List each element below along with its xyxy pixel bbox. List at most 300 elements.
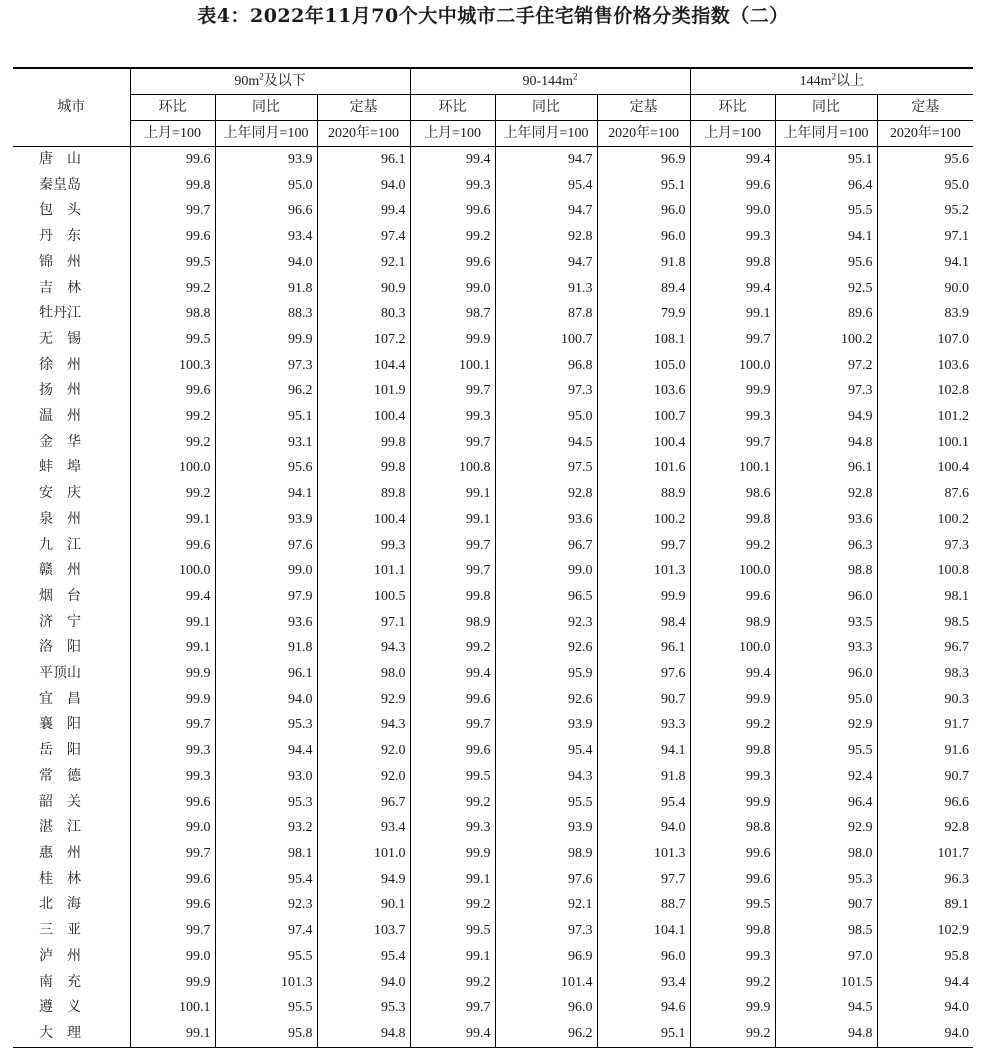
index-value: 94.1: [597, 738, 690, 764]
index-value: 94.8: [775, 430, 877, 456]
index-value: 92.8: [877, 815, 973, 841]
table-row: [13, 173, 973, 199]
index-value: 107.2: [317, 327, 410, 353]
city-name: 泸 州: [13, 944, 130, 970]
table-row: [13, 327, 973, 353]
index-value: 95.5: [215, 995, 317, 1021]
table-row: [13, 815, 973, 841]
index-value: 100.4: [317, 404, 410, 430]
index-value: 97.4: [317, 224, 410, 250]
index-value: 98.0: [317, 661, 410, 687]
index-value: 101.5: [775, 970, 877, 996]
index-value: 91.6: [877, 738, 973, 764]
group-header-large: $144m^2$以上: [690, 68, 973, 95]
index-value: 92.1: [317, 250, 410, 276]
index-value: 94.0: [317, 173, 410, 199]
index-value: 103.6: [877, 353, 973, 379]
index-value: 99.1: [410, 481, 495, 507]
index-value: 99.3: [130, 738, 215, 764]
table-row: [13, 558, 973, 584]
index-value: 99.6: [690, 584, 775, 610]
index-value: 99.2: [690, 1021, 775, 1047]
index-value: 101.0: [317, 841, 410, 867]
index-value: 95.1: [597, 173, 690, 199]
index-value: 94.0: [877, 995, 973, 1021]
index-value: 99.6: [130, 147, 215, 173]
index-value: 98.5: [775, 918, 877, 944]
index-value: 98.0: [775, 841, 877, 867]
table-row: [13, 430, 973, 456]
index-value: 99.1: [410, 507, 495, 533]
index-value: 99.3: [410, 173, 495, 199]
city-name: 扬 州: [13, 378, 130, 404]
index-value: 99.7: [130, 841, 215, 867]
index-value: 99.8: [130, 173, 215, 199]
index-value: 99.7: [130, 712, 215, 738]
index-value: 96.0: [597, 224, 690, 250]
index-value: 99.6: [410, 687, 495, 713]
index-value: 95.6: [877, 147, 973, 173]
index-value: 94.0: [215, 250, 317, 276]
index-value: 94.3: [495, 764, 597, 790]
index-value: 98.1: [215, 841, 317, 867]
table-row: [13, 481, 973, 507]
index-value: 99.7: [410, 558, 495, 584]
index-value: 95.4: [597, 790, 690, 816]
index-value: 87.6: [877, 481, 973, 507]
index-value: 80.3: [317, 301, 410, 327]
index-value: 94.8: [775, 1021, 877, 1047]
index-value: 99.9: [410, 841, 495, 867]
index-value: 95.4: [317, 944, 410, 970]
table-row: [13, 250, 973, 276]
index-value: 93.9: [495, 815, 597, 841]
index-value: 100.0: [690, 558, 775, 584]
index-value: 96.2: [495, 1021, 597, 1047]
index-value: 95.6: [775, 250, 877, 276]
index-value: 93.3: [597, 712, 690, 738]
table-row: [13, 353, 973, 379]
index-value: 96.2: [215, 378, 317, 404]
group-header-medium: $90-144m^2$: [410, 68, 690, 95]
index-value: 99.8: [317, 430, 410, 456]
table-row: [13, 841, 973, 867]
index-value: 99.8: [410, 584, 495, 610]
index-value: 96.7: [317, 790, 410, 816]
index-value: 93.5: [775, 610, 877, 636]
index-value: 92.8: [495, 224, 597, 250]
index-value: 91.8: [215, 635, 317, 661]
index-value: 98.9: [495, 841, 597, 867]
index-value: 99.0: [130, 944, 215, 970]
index-value: 99.2: [410, 790, 495, 816]
index-value: 95.8: [877, 944, 973, 970]
table-row: [13, 867, 973, 893]
index-value: 99.2: [410, 892, 495, 918]
index-value: 99.0: [215, 558, 317, 584]
city-name: 包 头: [13, 198, 130, 224]
base-label: 2020年=100: [877, 121, 973, 147]
index-value: 98.3: [877, 661, 973, 687]
index-value: 96.3: [775, 533, 877, 559]
subheader-fixed: 定基: [317, 95, 410, 121]
city-name: 北 海: [13, 892, 130, 918]
index-value: 99.9: [690, 378, 775, 404]
index-value: 97.6: [495, 867, 597, 893]
index-value: 88.9: [597, 481, 690, 507]
city-column-header: 城市: [13, 68, 130, 147]
table-row: [13, 455, 973, 481]
index-value: 97.4: [215, 918, 317, 944]
index-value: 95.3: [317, 995, 410, 1021]
table-row: [13, 1021, 973, 1047]
index-value: 100.1: [410, 353, 495, 379]
index-value: 99.9: [690, 790, 775, 816]
index-value: 99.6: [690, 841, 775, 867]
index-value: 90.7: [597, 687, 690, 713]
subheader-mom: 环比: [410, 95, 495, 121]
index-value: 107.0: [877, 327, 973, 353]
index-value: 90.7: [775, 892, 877, 918]
index-value: 95.6: [215, 455, 317, 481]
city-name: 秦皇岛: [13, 173, 130, 199]
index-value: 83.9: [877, 301, 973, 327]
index-value: 99.7: [410, 430, 495, 456]
index-value: 96.7: [495, 533, 597, 559]
index-value: 104.1: [597, 918, 690, 944]
index-value: 90.1: [317, 892, 410, 918]
index-value: 99.0: [495, 558, 597, 584]
index-value: 98.9: [690, 610, 775, 636]
index-value: 99.9: [130, 661, 215, 687]
index-value: 98.8: [775, 558, 877, 584]
index-value: 94.0: [215, 687, 317, 713]
base-label: 上月=100: [130, 121, 215, 147]
city-name: 常 德: [13, 764, 130, 790]
index-value: 99.5: [410, 918, 495, 944]
index-value: 99.3: [410, 815, 495, 841]
index-value: 90.0: [877, 276, 973, 302]
city-name: 宜 昌: [13, 687, 130, 713]
index-value: 92.5: [775, 276, 877, 302]
index-value: 93.2: [215, 815, 317, 841]
index-value: 101.9: [317, 378, 410, 404]
index-value: 105.0: [597, 353, 690, 379]
index-value: 99.6: [410, 738, 495, 764]
index-value: 99.8: [690, 507, 775, 533]
index-value: 87.8: [495, 301, 597, 327]
index-value: 94.5: [775, 995, 877, 1021]
index-value: 99.4: [690, 147, 775, 173]
index-value: 102.8: [877, 378, 973, 404]
index-value: 97.6: [215, 533, 317, 559]
index-value: 99.3: [317, 533, 410, 559]
index-value: 96.7: [877, 635, 973, 661]
index-value: 99.1: [130, 635, 215, 661]
index-value: 99.2: [130, 404, 215, 430]
subheader-mom: 环比: [690, 95, 775, 121]
index-value: 99.0: [130, 815, 215, 841]
index-value: 100.1: [877, 430, 973, 456]
index-value: 99.7: [410, 712, 495, 738]
city-name: 大 理: [13, 1021, 130, 1047]
index-value: 99.7: [690, 430, 775, 456]
index-value: 91.3: [495, 276, 597, 302]
index-value: 96.1: [775, 455, 877, 481]
index-value: 101.1: [317, 558, 410, 584]
table-row: [13, 687, 973, 713]
base-label: 上年同月=100: [775, 121, 877, 147]
index-value: 99.6: [130, 867, 215, 893]
index-value: 101.3: [597, 558, 690, 584]
city-name: 安 庆: [13, 481, 130, 507]
table-row: [13, 507, 973, 533]
index-value: 99.4: [410, 661, 495, 687]
index-value: 100.1: [130, 995, 215, 1021]
index-value: 95.9: [495, 661, 597, 687]
index-value: 100.2: [877, 507, 973, 533]
index-value: 103.7: [317, 918, 410, 944]
city-name: 平顶山: [13, 661, 130, 687]
index-value: 96.1: [597, 635, 690, 661]
index-value: 92.8: [775, 481, 877, 507]
index-value: 93.6: [215, 610, 317, 636]
table-row: [13, 635, 973, 661]
table-row: [13, 970, 973, 996]
index-value: 99.7: [130, 918, 215, 944]
index-value: 97.3: [495, 378, 597, 404]
index-value: 100.0: [690, 353, 775, 379]
city-name: 济 宁: [13, 610, 130, 636]
index-value: 95.8: [215, 1021, 317, 1047]
index-value: 99.2: [690, 712, 775, 738]
index-value: 94.8: [317, 1021, 410, 1047]
index-value: 99.8: [690, 918, 775, 944]
index-value: 94.1: [215, 481, 317, 507]
index-value: 94.7: [495, 147, 597, 173]
city-name: 岳 阳: [13, 738, 130, 764]
index-value: 99.1: [690, 301, 775, 327]
city-name: 桂 林: [13, 867, 130, 893]
index-value: 92.1: [495, 892, 597, 918]
index-value: 97.7: [597, 867, 690, 893]
index-value: 99.5: [690, 892, 775, 918]
table-row: [13, 533, 973, 559]
index-value: 94.7: [495, 250, 597, 276]
index-value: 97.6: [597, 661, 690, 687]
city-name: 温 州: [13, 404, 130, 430]
table-row: [13, 661, 973, 687]
index-value: 93.1: [215, 430, 317, 456]
index-value: 94.0: [317, 970, 410, 996]
table-row: [13, 198, 973, 224]
index-value: 95.3: [215, 712, 317, 738]
table-row: [13, 404, 973, 430]
index-value: 100.3: [130, 353, 215, 379]
index-value: 94.0: [597, 815, 690, 841]
index-value: 99.6: [690, 867, 775, 893]
index-value: 99.6: [130, 790, 215, 816]
index-value: 99.2: [690, 970, 775, 996]
table-row: [13, 610, 973, 636]
index-value: 100.1: [690, 455, 775, 481]
index-value: 93.9: [215, 147, 317, 173]
table-row: [13, 378, 973, 404]
city-name: 韶 关: [13, 790, 130, 816]
city-name: 牡丹江: [13, 301, 130, 327]
index-value: 99.1: [130, 507, 215, 533]
index-value: 94.4: [877, 970, 973, 996]
table-title: 表4：2022年11月70个大中城市二手住宅销售价格分类指数（二）: [197, 5, 789, 27]
subheader-mom: 环比: [130, 95, 215, 121]
index-value: 98.6: [690, 481, 775, 507]
index-value: 99.5: [130, 250, 215, 276]
index-value: 99.8: [690, 738, 775, 764]
city-name: 惠 州: [13, 841, 130, 867]
index-value: 94.1: [877, 250, 973, 276]
index-value: 99.6: [410, 198, 495, 224]
index-value: 97.3: [775, 378, 877, 404]
city-name: 赣 州: [13, 558, 130, 584]
index-value: 100.4: [317, 507, 410, 533]
city-name: 锦 州: [13, 250, 130, 276]
index-value: 94.9: [775, 404, 877, 430]
index-value: 89.4: [597, 276, 690, 302]
index-value: 99.9: [410, 327, 495, 353]
index-value: 98.8: [130, 301, 215, 327]
table-row: [13, 301, 973, 327]
index-value: 100.0: [130, 455, 215, 481]
index-value: 99.6: [130, 224, 215, 250]
index-value: 99.3: [690, 764, 775, 790]
index-value: 97.1: [877, 224, 973, 250]
index-value: 100.0: [130, 558, 215, 584]
index-value: 99.9: [130, 687, 215, 713]
table-row: [13, 224, 973, 250]
index-value: 99.7: [690, 327, 775, 353]
index-value: 97.2: [775, 353, 877, 379]
index-value: 99.4: [410, 1021, 495, 1047]
index-value: 100.0: [690, 635, 775, 661]
index-value: 99.7: [410, 995, 495, 1021]
city-name: 遵 义: [13, 995, 130, 1021]
index-value: 95.5: [495, 790, 597, 816]
index-value: 99.9: [597, 584, 690, 610]
index-value: 101.3: [597, 841, 690, 867]
index-value: 90.9: [317, 276, 410, 302]
index-value: 104.4: [317, 353, 410, 379]
index-value: 94.6: [597, 995, 690, 1021]
index-value: 99.2: [130, 430, 215, 456]
index-value: 96.0: [775, 661, 877, 687]
index-value: 103.6: [597, 378, 690, 404]
index-value: 95.3: [215, 790, 317, 816]
index-value: 91.8: [597, 764, 690, 790]
index-value: 100.4: [877, 455, 973, 481]
table-row: [13, 790, 973, 816]
index-value: 97.3: [877, 533, 973, 559]
index-value: 96.9: [597, 147, 690, 173]
index-value: 108.1: [597, 327, 690, 353]
index-value: 101.4: [495, 970, 597, 996]
index-value: 95.4: [215, 867, 317, 893]
index-value: 100.2: [597, 507, 690, 533]
index-value: 95.1: [775, 147, 877, 173]
index-value: 98.7: [410, 301, 495, 327]
index-value: 94.3: [317, 712, 410, 738]
index-value: 99.2: [130, 481, 215, 507]
index-value: 97.3: [495, 918, 597, 944]
index-value: 101.6: [597, 455, 690, 481]
index-value: 88.3: [215, 301, 317, 327]
table-row: [13, 892, 973, 918]
index-value: 95.5: [215, 944, 317, 970]
table-row: [13, 944, 973, 970]
base-label: 上年同月=100: [495, 121, 597, 147]
table-row: [13, 738, 973, 764]
subheader-yoy: 同比: [775, 95, 877, 121]
subheader-yoy: 同比: [495, 95, 597, 121]
table-body: [13, 147, 973, 1048]
index-value: 96.5: [495, 584, 597, 610]
index-value: 99.8: [690, 250, 775, 276]
index-value: 95.0: [495, 404, 597, 430]
index-value: 92.9: [775, 712, 877, 738]
index-value: 101.2: [877, 404, 973, 430]
price-index-table: [13, 67, 973, 1048]
index-value: 99.6: [690, 173, 775, 199]
index-value: 95.5: [775, 198, 877, 224]
index-value: 92.6: [495, 687, 597, 713]
table-row: [13, 276, 973, 302]
index-value: 101.7: [877, 841, 973, 867]
index-value: 92.0: [317, 738, 410, 764]
city-name: 九 江: [13, 533, 130, 559]
city-name: 唐 山: [13, 147, 130, 173]
index-value: 99.0: [690, 198, 775, 224]
base-label: 2020年=100: [317, 121, 410, 147]
city-name: 无 锡: [13, 327, 130, 353]
index-value: 96.9: [495, 944, 597, 970]
subheader-fixed: 定基: [877, 95, 973, 121]
index-value: 91.8: [215, 276, 317, 302]
index-value: 96.0: [597, 944, 690, 970]
index-value: 97.1: [317, 610, 410, 636]
index-value: 99.7: [597, 533, 690, 559]
index-value: 99.5: [410, 764, 495, 790]
index-value: 99.9: [215, 327, 317, 353]
index-value: 93.9: [495, 712, 597, 738]
index-value: 99.2: [410, 970, 495, 996]
city-name: 襄 阳: [13, 712, 130, 738]
index-value: 88.7: [597, 892, 690, 918]
index-value: 92.6: [495, 635, 597, 661]
index-value: 96.4: [775, 173, 877, 199]
index-value: 92.9: [775, 815, 877, 841]
table-row: [13, 584, 973, 610]
index-value: 97.5: [495, 455, 597, 481]
index-value: 99.4: [130, 584, 215, 610]
index-value: 98.1: [877, 584, 973, 610]
index-value: 90.3: [877, 687, 973, 713]
index-value: 97.3: [215, 353, 317, 379]
subheader-yoy: 同比: [215, 95, 317, 121]
index-value: 99.1: [130, 610, 215, 636]
index-value: 98.4: [597, 610, 690, 636]
city-name: 蚌 埠: [13, 455, 130, 481]
index-value: 99.5: [130, 327, 215, 353]
index-value: 99.1: [130, 1021, 215, 1047]
